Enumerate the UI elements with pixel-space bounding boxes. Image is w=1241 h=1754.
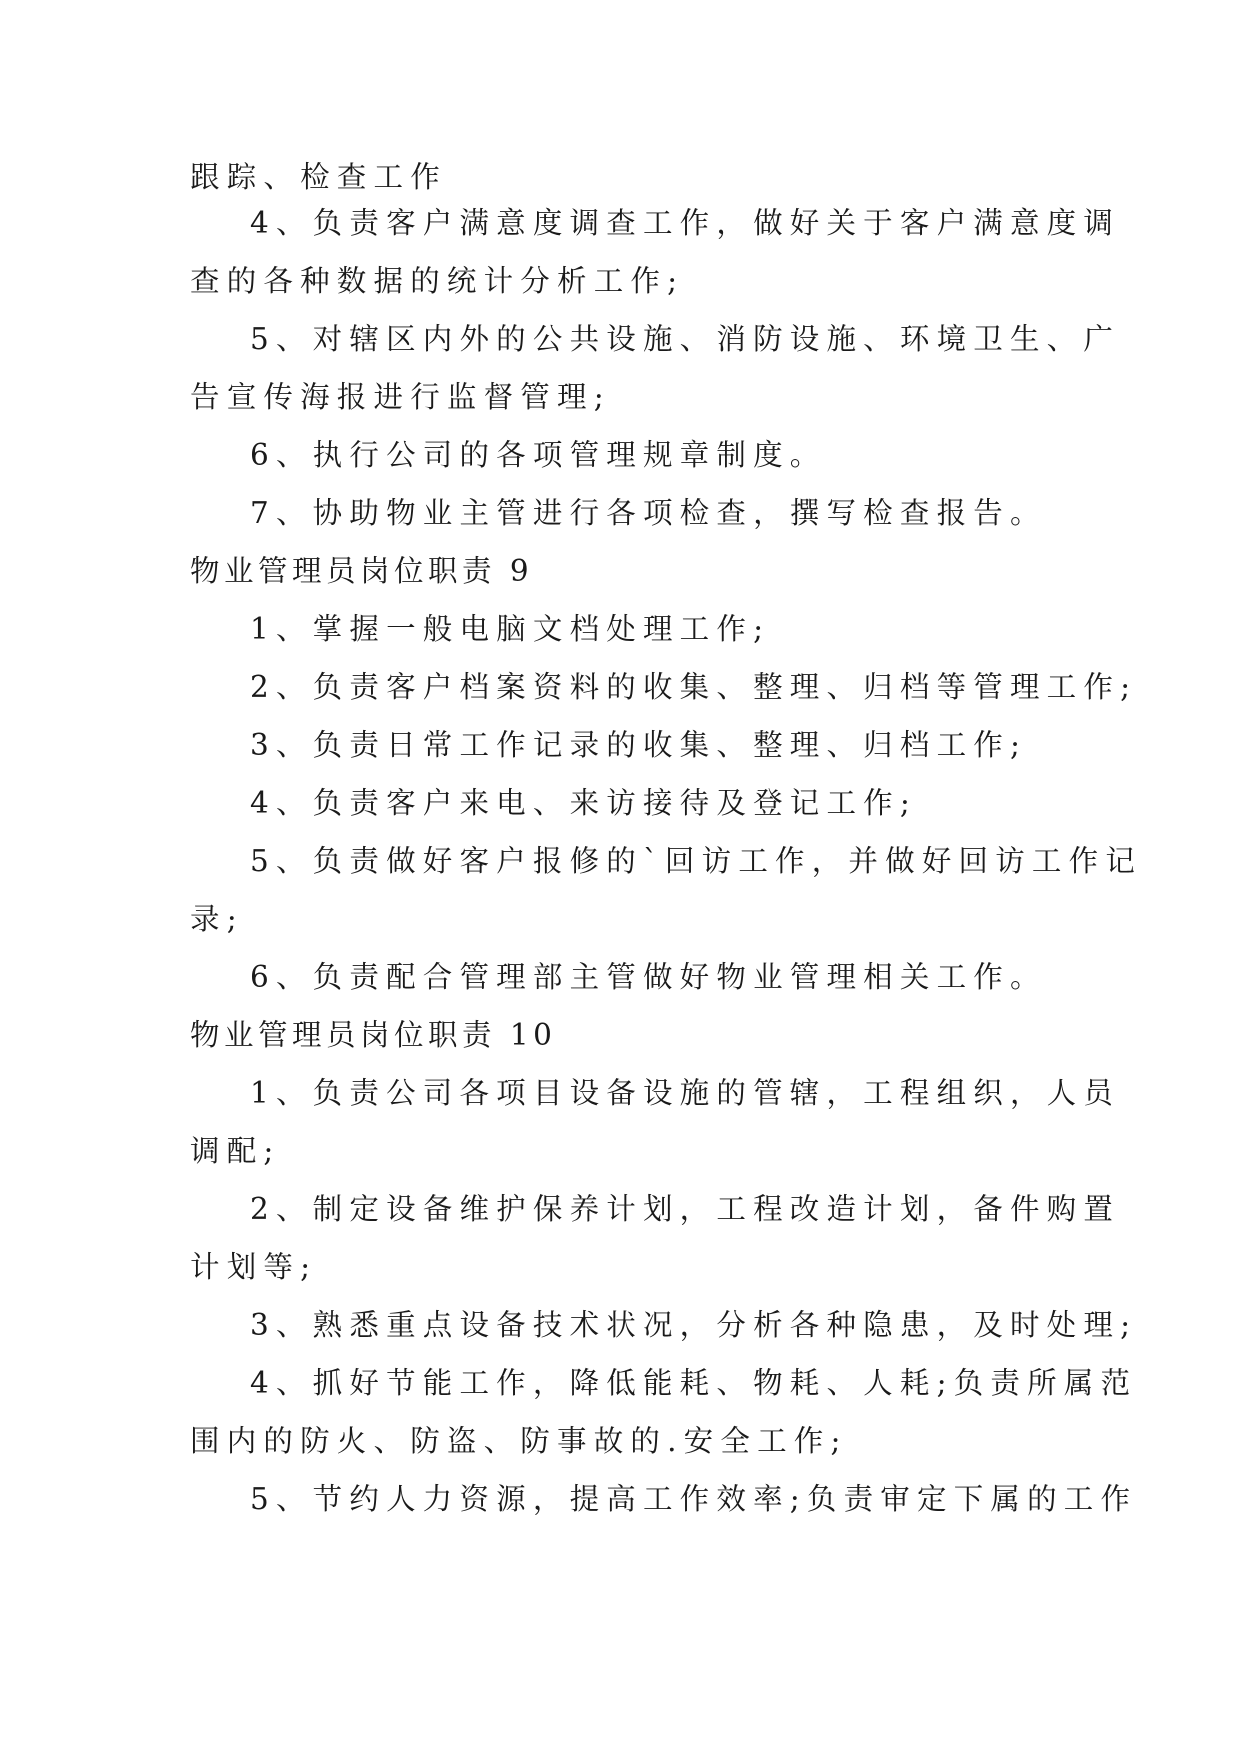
text-line: 录; [190, 902, 244, 936]
text-line: 5、负责做好客户报修的`回访工作，并做好回访工作记 [250, 844, 1143, 878]
text-line: 查的各种数据的统计分析工作; [190, 264, 685, 298]
text-line: 告宣传海报进行监督管理; [190, 380, 611, 414]
text-line: 6、负责配合管理部主管做好物业管理相关工作。 [250, 960, 1047, 994]
text-line: 7、协助物业主管进行各项检查，撰写检查报告。 [250, 496, 1047, 530]
text-line: 4、负责客户满意度调查工作，做好关于客户满意度调 [250, 206, 1121, 240]
section-heading: 物业管理员岗位职责 10 [190, 1018, 557, 1052]
text-line: 2、制定设备维护保养计划，工程改造计划，备件购置 [250, 1192, 1121, 1226]
text-line: 1、负责公司各项目设备设施的管辖，工程组织，人员 [250, 1076, 1121, 1110]
text-line: 围内的防火、防盗、防事故的.安全工作; [190, 1424, 848, 1458]
text-line: 3、熟悉重点设备技术状况，分析各种隐患，及时处理; [250, 1308, 1138, 1342]
text-line: 5、对辖区内外的公共设施、消防设施、环境卫生、广 [250, 322, 1121, 356]
text-line: 2、负责客户档案资料的收集、整理、归档等管理工作; [250, 670, 1138, 704]
text-line: 3、负责日常工作记录的收集、整理、归档工作; [250, 728, 1028, 762]
text-line: 4、负责客户来电、来访接待及登记工作; [250, 786, 918, 820]
text-line: 计划等; [190, 1250, 318, 1284]
text-line: 5、节约人力资源，提高工作效率;负责审定下属的工作 [250, 1482, 1138, 1516]
text-line: 1、掌握一般电脑文档处理工作; [250, 612, 771, 646]
text-line: 调配; [190, 1134, 281, 1168]
text-line: 跟踪、检查工作 [190, 160, 447, 194]
section-heading: 物业管理员岗位职责 9 [190, 554, 534, 588]
text-line: 6、执行公司的各项管理规章制度。 [250, 438, 827, 472]
text-line: 4、抓好节能工作，降低能耗、物耗、人耗;负责所属范 [250, 1366, 1138, 1400]
